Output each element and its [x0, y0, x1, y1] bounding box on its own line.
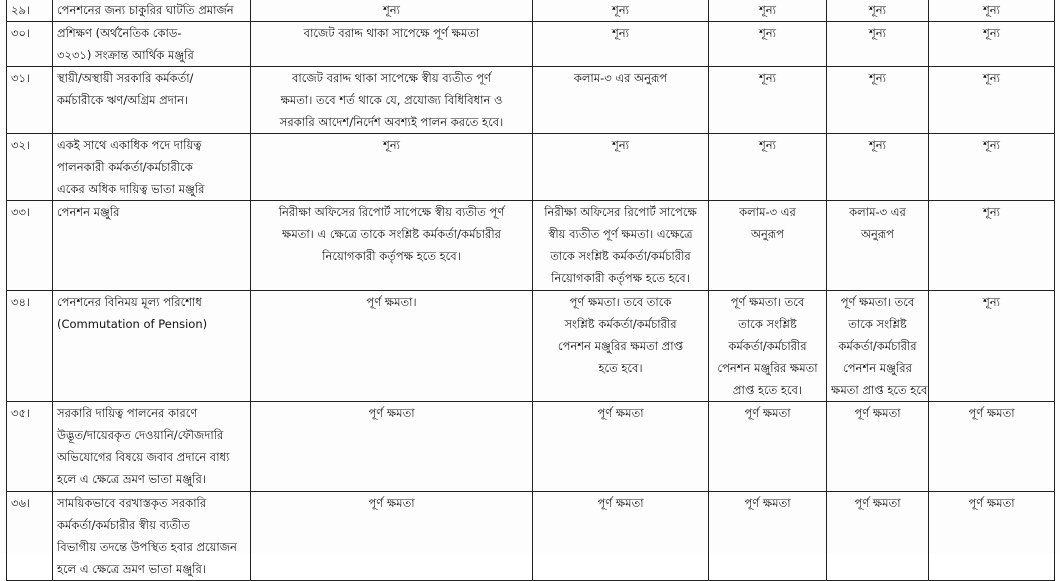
cell-text-line: পূর্ণ ক্ষমতা [968, 496, 1015, 510]
cell-text-line: শূন্য [982, 3, 1000, 17]
cell-text-line: পূর্ণ ক্ষমতা [968, 406, 1015, 420]
cell-text-line: সংশ্লিষ্ট কর্মকর্তা/কর্মচারীর [564, 317, 677, 331]
table-row [7, 0, 1055, 22]
column-3-cell [251, 201, 533, 291]
cell-text-line: শূন্য [611, 26, 629, 40]
cell-text-line: পূর্ণ ক্ষমতা। [366, 295, 417, 309]
cell-text-line: ক্ষমতা প্রাপ্ত হতে হবে [831, 383, 928, 397]
cell-text-line: নিরীক্ষা অফিসের রিপোর্ট সাপেক্ষে স্বীয় ব্যতীত পূর্ণ [278, 205, 505, 219]
cell-text-line: পেনশন মঞ্জুরি [57, 205, 120, 219]
cell-text-line: স্বীয় ব্যতীত পূর্ণ ক্ষমতা। এক্ষেত্রে [548, 227, 693, 241]
cell-text-line: হলে এ ক্ষেত্রে ভ্রমণ ভাতা মঞ্জুরি। [57, 562, 206, 576]
cell-text-line: সাময়িকভাবে বরখাস্তকৃত সরকারি [57, 496, 207, 510]
column-4-cell [533, 201, 709, 291]
column-7-cell [929, 0, 1055, 22]
column-4-cell [533, 67, 709, 134]
cell-text-line: প্রাপ্ত হতে হবে। [732, 383, 803, 397]
column-3-cell [251, 134, 533, 201]
column-6-cell [827, 134, 929, 201]
cell-text-line: কলাম-৩ এর [739, 205, 796, 219]
cell-text-line: অনুরূপ [750, 227, 784, 241]
cell-text-line: শূন্য [982, 71, 1000, 85]
cell-text-line: পূর্ণ ক্ষমতা [597, 406, 644, 420]
table-row [7, 402, 1055, 492]
cell-text-line: পেনশন মঞ্জুরির ক্ষমতা প্রাপ্ত [557, 339, 684, 353]
column-5-cell [709, 134, 827, 201]
cell-text-line: (Commutation of Pension) [57, 317, 208, 331]
cell-text-line: পেনশনের জন্য চাকুরির ঘাটতি প্রমার্জন [57, 3, 234, 17]
column-4-cell [533, 134, 709, 201]
cell-text-line: কলাম-৩ এর অনুরূপ [573, 71, 668, 85]
cell-text-line: তাকে সংশ্লিষ্ট [738, 317, 797, 331]
cell-text-line: স্থায়ী/অস্থায়ী সরকারি কর্মকর্তা/ [57, 71, 194, 85]
cell-text-line: শূন্য [611, 138, 629, 152]
cell-text-line: নিয়োগকারী কর্তৃপক্ষ হতে হবে। [551, 271, 690, 285]
serial-number-cell: ৩০। [7, 22, 53, 67]
cell-text-line: হতে হবে। [598, 361, 643, 375]
column-5-cell [709, 0, 827, 22]
column-6-cell [827, 492, 929, 581]
column-6-cell [827, 291, 929, 402]
cell-text-line: একই সাথে একাধিক পদে দায়িত্ব [57, 138, 202, 152]
cell-text-line: পেনশন মঞ্জুরির ক্ষমতা [717, 361, 818, 375]
cell-text-line: পূর্ণ ক্ষমতা [854, 496, 901, 510]
cell-text-line: কর্মচারীকে ঋণ/অগ্রিম প্রদান। [57, 93, 189, 107]
column-6-cell [827, 0, 929, 22]
cell-text-line: পূর্ণ ক্ষমতা [744, 406, 791, 420]
column-3-cell [251, 402, 533, 492]
cell-text-line: অভিযোগের বিষয়ে জবাব প্রদানে বাধ্য [57, 450, 230, 464]
table-body [7, 0, 1055, 581]
cell-text-line: উদ্ভূত/দায়েরকৃত দেওয়ানি/ফৌজদারি [57, 428, 224, 442]
cell-text-line: শূন্য [868, 3, 886, 17]
serial-number-cell: ৩২। [7, 134, 53, 201]
subject-cell [53, 67, 251, 134]
column-7-cell [929, 134, 1055, 201]
subject-cell [53, 402, 251, 492]
cell-text-line: শূন্য [382, 138, 400, 152]
serial-number-cell: ৩৬। [7, 492, 53, 581]
cell-text-line: শূন্য [758, 71, 776, 85]
cell-text-line: পূর্ণ ক্ষমতা [597, 496, 644, 510]
cell-text-line: একের অধিক দায়িত্ব ভাতা মঞ্জুরি [57, 182, 205, 196]
column-3-cell [251, 22, 533, 67]
column-3-cell [251, 492, 533, 581]
cell-text-line: নিরীক্ষা অফিসের রিপোর্ট সাপেক্ষে [544, 205, 697, 219]
cell-text-line: কর্মকর্তা/কর্মচারীর [838, 339, 917, 353]
serial-number-cell: ৩১। [7, 67, 53, 134]
column-5-cell [709, 402, 827, 492]
subject-cell [53, 22, 251, 67]
cell-text-line: ক্ষমতা। এ ক্ষেত্রে তাকে সংশ্লিষ্ট কর্মকর্তা/কর্মচারীর [282, 227, 501, 241]
cell-text-line: অনুরূপ [860, 227, 894, 241]
cell-text-line: শূন্য [868, 26, 886, 40]
cell-text-line: পূর্ণ ক্ষমতা [854, 406, 901, 420]
cell-text-line: কর্মকর্তা/কর্মচারীর [728, 339, 807, 353]
cell-text-line: শূন্য [382, 3, 400, 17]
column-4-cell [533, 22, 709, 67]
cell-text-line: পূর্ণ ক্ষমতা [368, 496, 415, 510]
column-5-cell [709, 291, 827, 402]
serial-number-cell: ৩৪। [7, 291, 53, 402]
column-3-cell [251, 291, 533, 402]
cell-text-line: নিয়োগকারী কর্তৃপক্ষ হতে হবে। [322, 249, 461, 263]
cell-text-line: বিভাগীয় তদন্তে উপস্থিত হবার প্রয়োজন [57, 540, 237, 554]
cell-text-line: শূন্য [758, 26, 776, 40]
cell-text-line: তাকে সংশ্লিষ্ট কর্মকর্তা/কর্মচারীর [550, 249, 691, 263]
cell-text-line: ৩২৩১) সংক্রান্ত আর্থিক মঞ্জুরি [57, 48, 194, 62]
table-row [7, 291, 1055, 402]
column-5-cell [709, 22, 827, 67]
column-4-cell [533, 0, 709, 22]
cell-text-line: পূর্ণ ক্ষমতা। তবে তাকে [569, 295, 672, 309]
cell-text-line: শূন্য [758, 3, 776, 17]
cell-text-line: বাজেট বরাদ্দ থাকা সাপেক্ষে স্বীয় ব্যতীত পূর্ণ [292, 71, 491, 85]
subject-cell [53, 0, 251, 22]
cell-text-line: সরকারি দায়িত্ব পালনের কারণে [57, 406, 198, 420]
subject-cell [53, 492, 251, 581]
table-row [7, 67, 1055, 134]
cell-text-line: পূর্ণ ক্ষমতা। তবে [840, 295, 915, 309]
cell-text-line: সরকারি আদেশ/নির্দেশ অবশ্যই পালন করতে হবে। [279, 115, 504, 129]
column-7-cell [929, 201, 1055, 291]
delegation-table [6, 0, 1055, 581]
cell-text-line: তাকে সংশ্লিষ্ট [848, 317, 907, 331]
column-7-cell [929, 492, 1055, 581]
column-6-cell [827, 201, 929, 291]
serial-number-cell: ৩৩। [7, 201, 53, 291]
column-4-cell [533, 492, 709, 581]
cell-text-line: হলে এ ক্ষেত্রে ভ্রমণ ভাতা মঞ্জুরি। [57, 472, 206, 486]
cell-text-line: শূন্য [611, 3, 629, 17]
column-6-cell [827, 22, 929, 67]
column-7-cell [929, 67, 1055, 134]
subject-cell [53, 291, 251, 402]
cell-text-line: পেনশন মঞ্জুরির [843, 361, 912, 375]
cell-text-line: পূর্ণ ক্ষমতা [744, 496, 791, 510]
table-row [7, 201, 1055, 291]
column-5-cell [709, 67, 827, 134]
subject-cell [53, 201, 251, 291]
column-6-cell [827, 402, 929, 492]
cell-text-line: শূন্য [982, 205, 1000, 219]
column-5-cell [709, 492, 827, 581]
column-7-cell [929, 22, 1055, 67]
cell-text-line: শূন্য [868, 138, 886, 152]
cell-text-line: শূন্য [758, 138, 776, 152]
column-7-cell [929, 402, 1055, 492]
column-4-cell [533, 402, 709, 492]
column-6-cell [827, 67, 929, 134]
table-row [7, 492, 1055, 581]
cell-text-line: পূর্ণ ক্ষমতা। তবে [730, 295, 805, 309]
column-5-cell [709, 201, 827, 291]
column-3-cell [251, 67, 533, 134]
serial-number-cell: ২৯। [7, 0, 53, 22]
cell-text-line: বাজেট বরাদ্দ থাকা সাপেক্ষে পূর্ণ ক্ষমতা [303, 26, 480, 40]
subject-cell [53, 134, 251, 201]
cell-text-line: শূন্য [982, 138, 1000, 152]
cell-text-line: পেনশনের বিনিময় মূল্য পরিশোধ [57, 295, 202, 309]
cell-text-line: পূর্ণ ক্ষমতা [368, 406, 415, 420]
table-row [7, 134, 1055, 201]
cell-text-line: কর্মকর্তা/কর্মচারীর স্বীয় ব্যতীত [57, 518, 190, 532]
cell-text-line: পালনকারী কর্মকর্তা/কর্মচারীকে [57, 160, 193, 174]
table-row [7, 22, 1055, 67]
cell-text-line: শূন্য [982, 26, 1000, 40]
column-3-cell [251, 0, 533, 22]
cell-text-line: ক্ষমতা। তবে শর্ত থাকে যে, প্রযোজ্য বিধিবিধান ও [280, 93, 503, 107]
cell-text-line: শূন্য [982, 295, 1000, 309]
serial-number-cell: ৩৫। [7, 402, 53, 492]
cell-text-line: প্রশিক্ষণ (অর্থনৈতিক কোড- [57, 26, 182, 40]
cell-text-line: শূন্য [868, 71, 886, 85]
column-4-cell [533, 291, 709, 402]
cell-text-line: কলাম-৩ এর [849, 205, 906, 219]
column-7-cell [929, 291, 1055, 402]
